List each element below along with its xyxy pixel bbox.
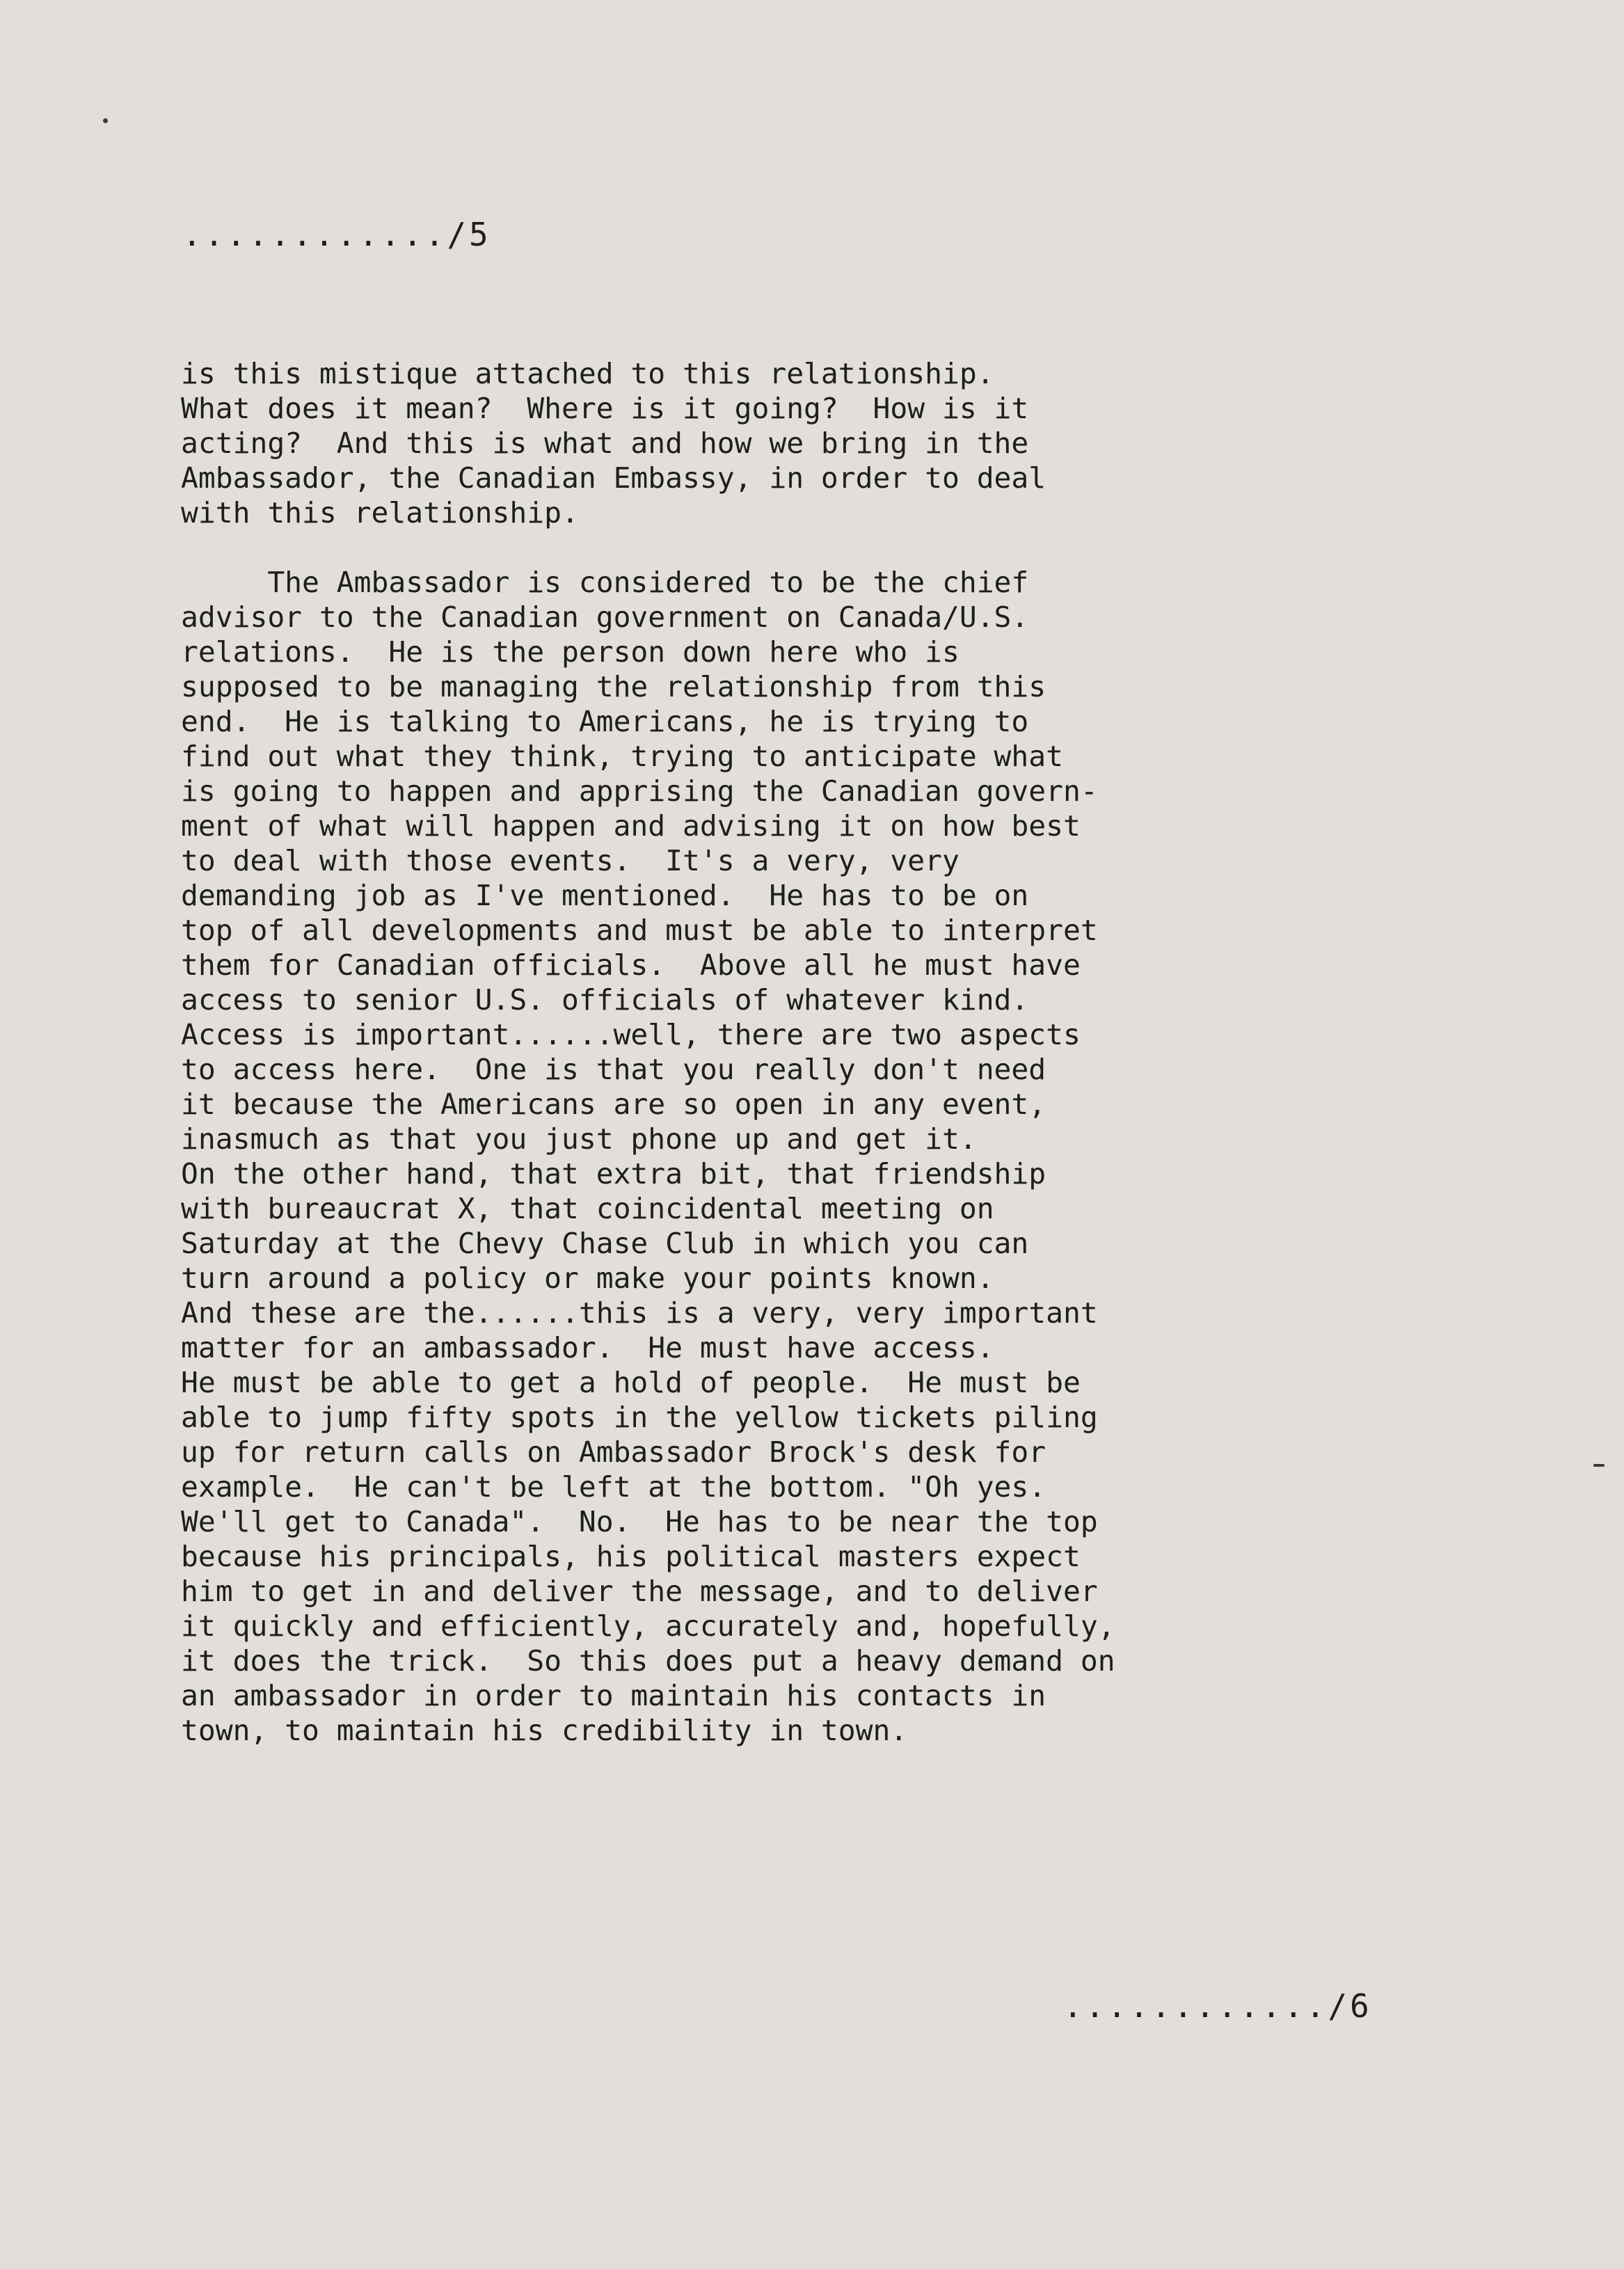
text-line: The Ambassador is considered to be the chief: [181, 566, 1029, 599]
text-line: supposed to be managing the relationship from this: [181, 670, 1046, 703]
paper-speck: [1593, 1464, 1605, 1467]
text-line: end. He is talking to Americans, he is trying to: [181, 705, 1029, 738]
paragraph-2: [181, 565, 1545, 1748]
text-line: is going to happen and apprising the Canadian govern-: [181, 774, 1098, 808]
text-line: inasmuch as that you just phone up and get it.: [181, 1122, 977, 1156]
body-text: [181, 356, 1545, 1748]
text-line: matter for an ambassador. He must have access.: [181, 1331, 994, 1364]
text-line: top of all developments and must be able to interpret: [181, 914, 1098, 947]
text-line: access to senior U.S. officials of whatever kind.: [181, 983, 1029, 1017]
text-line: What does it mean? Where is it going? How is it: [181, 392, 1029, 425]
text-line: example. He can't be left at the bottom. "Oh yes.: [181, 1470, 1046, 1504]
text-line: with this relationship.: [181, 496, 579, 530]
text-line: Access is important......well, there are two aspects: [181, 1018, 1081, 1051]
text-line: with bureaucrat X, that coincidental meeting on: [181, 1192, 994, 1225]
next-page-marker: ............/6: [1063, 1987, 1372, 2025]
text-line: demanding job as I've mentioned. He has to be on: [181, 879, 1029, 912]
text-line: ment of what will happen and advising it on how best: [181, 809, 1081, 843]
text-line: an ambassador in order to maintain his contacts in: [181, 1679, 1046, 1712]
text-line: because his principals, his political masters expect: [181, 1540, 1081, 1573]
text-line: him to get in and deliver the message, and to deliver: [181, 1575, 1098, 1608]
text-line: acting? And this is what and how we bring in the: [181, 427, 1029, 460]
text-line: to deal with those events. It's a very, very: [181, 844, 960, 877]
text-line: relations. He is the person down here who is: [181, 635, 960, 669]
text-line: is this mistique attached to this relationship.: [181, 357, 994, 390]
text-line: Ambassador, the Canadian Embassy, in order to deal: [181, 461, 1046, 495]
text-line: it does the trick. So this does put a heavy demand on: [181, 1644, 1115, 1678]
text-line: able to jump fifty spots in the yellow tickets piling: [181, 1401, 1098, 1434]
text-line: advisor to the Canadian government on Canada/U.S.: [181, 600, 1029, 634]
paragraph-1: [181, 356, 1545, 530]
text-line: find out what they think, trying to anticipate what: [181, 740, 1064, 773]
text-line: it quickly and efficiently, accurately and, hopefully,: [181, 1609, 1115, 1643]
text-line: He must be able to get a hold of people. He must be: [181, 1366, 1081, 1399]
text-line: them for Canadian officials. Above all he must have: [181, 948, 1081, 982]
paragraph-gap: [181, 530, 1545, 565]
text-line: turn around a policy or make your points known.: [181, 1261, 994, 1295]
text-line: town, to maintain his credibility in town.: [181, 1714, 908, 1747]
text-line: Saturday at the Chevy Chase Club in which you can: [181, 1227, 1029, 1260]
text-line: On the other hand, that extra bit, that friendship: [181, 1157, 1046, 1191]
text-line: up for return calls on Ambassador Brock's desk for: [181, 1435, 1046, 1469]
text-line: And these are the......this is a very, very important: [181, 1296, 1098, 1330]
paper-speck: [103, 118, 108, 123]
previous-page-marker: ............/5: [182, 216, 491, 253]
text-line: it because the Americans are so open in any event,: [181, 1088, 1046, 1121]
text-line: to access here. One is that you really don't need: [181, 1053, 1046, 1086]
text-line: We'll get to Canada". No. He has to be near the top: [181, 1505, 1098, 1538]
